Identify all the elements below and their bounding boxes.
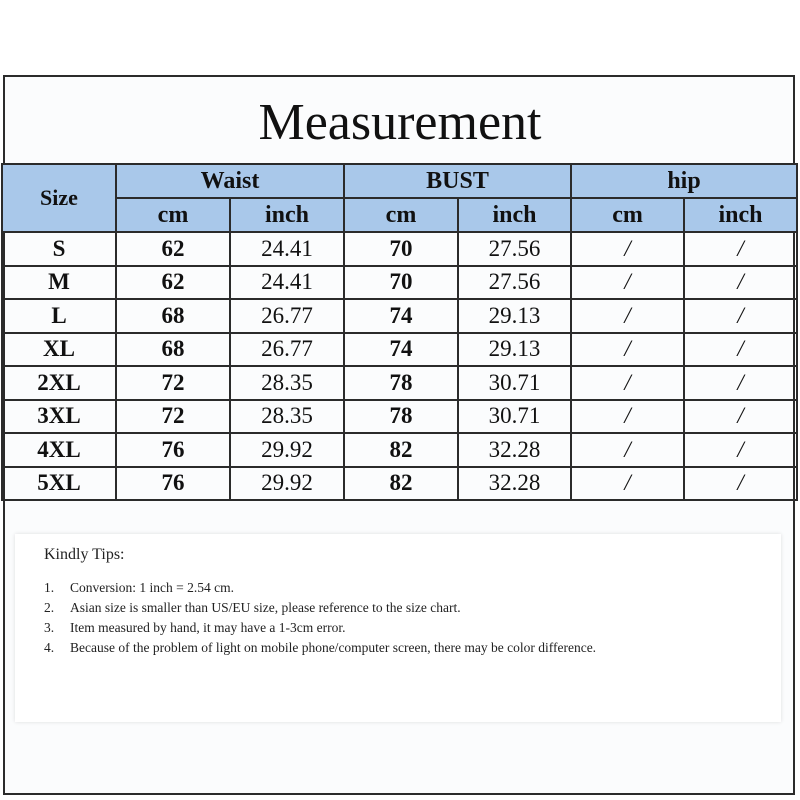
hip-cm-cell: /	[571, 299, 684, 333]
size-cell: 5XL	[2, 467, 116, 501]
hip-cm-cell: /	[571, 366, 684, 400]
size-header: Size	[2, 164, 116, 232]
size-table	[1, 163, 798, 501]
waist-inch-cell: 24.41	[230, 232, 344, 266]
waist-inch-cell: 28.35	[230, 400, 344, 434]
bust-cm-cell: 78	[344, 366, 458, 400]
waist-inch-cell: 26.77	[230, 299, 344, 333]
bust-inch-cell: 30.71	[458, 366, 571, 400]
bust-inch-cell: 32.28	[458, 433, 571, 467]
waist-cm-cell: 62	[116, 266, 230, 300]
table-row	[2, 433, 797, 467]
waist-cm-cell: 72	[116, 400, 230, 434]
tip-number: 2.	[44, 600, 55, 615]
table-row	[2, 299, 797, 333]
unit-header: inch	[458, 198, 571, 232]
size-cell: M	[2, 266, 116, 300]
waist-inch-cell: 29.92	[230, 433, 344, 467]
list-item	[44, 638, 781, 658]
hip-inch-cell: /	[684, 333, 797, 367]
list-item	[44, 618, 781, 638]
tips-list	[44, 578, 781, 658]
size-cell: 3XL	[2, 400, 116, 434]
bust-inch-cell: 27.56	[458, 266, 571, 300]
bust-cm-cell: 74	[344, 333, 458, 367]
bust-inch-cell: 29.13	[458, 333, 571, 367]
bust-cm-cell: 70	[344, 266, 458, 300]
unit-header: inch	[684, 198, 797, 232]
table-row	[2, 333, 797, 367]
hip-header: hip	[571, 164, 797, 198]
waist-inch-cell: 26.77	[230, 333, 344, 367]
hip-cm-cell: /	[571, 232, 684, 266]
tip-text: Asian size is smaller than US/EU size, please reference to the size chart.	[70, 600, 461, 615]
table-row	[2, 366, 797, 400]
size-cell: 4XL	[2, 433, 116, 467]
waist-cm-cell: 76	[116, 467, 230, 501]
hip-inch-cell: /	[684, 232, 797, 266]
hip-inch-cell: /	[684, 266, 797, 300]
unit-header: inch	[230, 198, 344, 232]
waist-inch-cell: 24.41	[230, 266, 344, 300]
waist-cm-cell: 68	[116, 299, 230, 333]
waist-inch-cell: 29.92	[230, 467, 344, 501]
hip-inch-cell: /	[684, 299, 797, 333]
bust-cm-cell: 70	[344, 232, 458, 266]
table-row	[2, 400, 797, 434]
bust-inch-cell: 32.28	[458, 467, 571, 501]
size-cell: XL	[2, 333, 116, 367]
bust-inch-cell: 27.56	[458, 232, 571, 266]
waist-header: Waist	[116, 164, 344, 198]
unit-header: cm	[571, 198, 684, 232]
waist-cm-cell: 76	[116, 433, 230, 467]
unit-header-row	[2, 198, 797, 232]
page-title: Measurement	[258, 94, 542, 151]
hip-inch-cell: /	[684, 400, 797, 434]
tip-text: Because of the problem of light on mobile phone/computer screen, there may be color difference.	[70, 640, 597, 655]
tip-number: 4.	[44, 640, 55, 655]
hip-cm-cell: /	[571, 400, 684, 434]
hip-cm-cell: /	[571, 333, 684, 367]
tip-text: Conversion: 1 inch = 2.54 cm.	[70, 580, 234, 595]
waist-inch-cell: 28.35	[230, 366, 344, 400]
table-row	[2, 266, 797, 300]
size-cell: 2XL	[2, 366, 116, 400]
bust-inch-cell: 30.71	[458, 400, 571, 434]
tip-text: Item measured by hand, it may have a 1-3cm error.	[70, 620, 346, 635]
table-row	[2, 467, 797, 501]
bust-cm-cell: 78	[344, 400, 458, 434]
tips-title: Kindly Tips:	[44, 546, 125, 563]
unit-header: cm	[344, 198, 458, 232]
bust-inch-cell: 29.13	[458, 299, 571, 333]
hip-inch-cell: /	[684, 433, 797, 467]
hip-inch-cell: /	[684, 467, 797, 501]
list-item	[44, 598, 781, 618]
hip-cm-cell: /	[571, 433, 684, 467]
bust-cm-cell: 74	[344, 299, 458, 333]
unit-header: cm	[116, 198, 230, 232]
hip-cm-cell: /	[571, 467, 684, 501]
list-item	[44, 578, 781, 598]
bust-cm-cell: 82	[344, 467, 458, 501]
size-cell: S	[2, 232, 116, 266]
waist-cm-cell: 68	[116, 333, 230, 367]
kindly-tips-box	[15, 534, 781, 722]
size-cell: L	[2, 299, 116, 333]
group-header-row	[2, 164, 797, 198]
bust-cm-cell: 82	[344, 433, 458, 467]
tip-number: 1.	[44, 580, 55, 595]
hip-inch-cell: /	[684, 366, 797, 400]
waist-cm-cell: 72	[116, 366, 230, 400]
waist-cm-cell: 62	[116, 232, 230, 266]
table-row	[2, 232, 797, 266]
tip-number: 3.	[44, 620, 55, 635]
hip-cm-cell: /	[571, 266, 684, 300]
bust-header: BUST	[344, 164, 571, 198]
